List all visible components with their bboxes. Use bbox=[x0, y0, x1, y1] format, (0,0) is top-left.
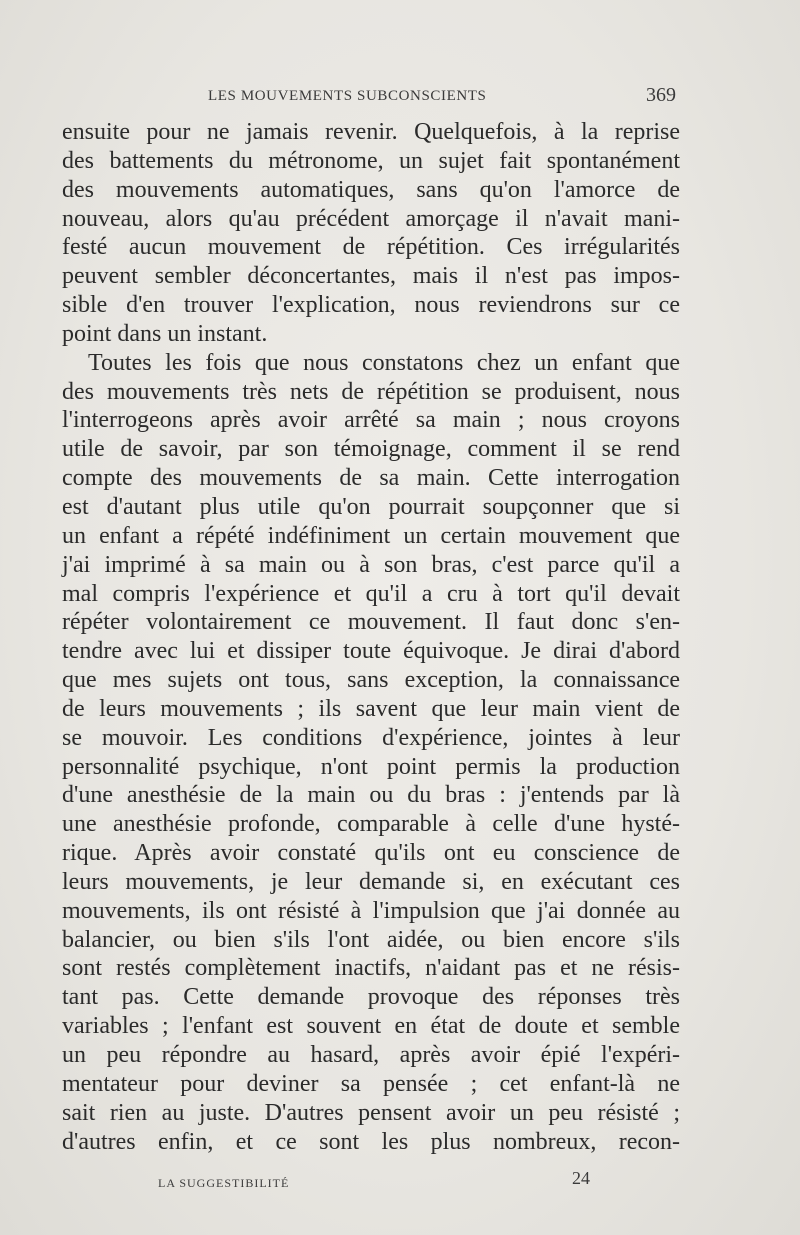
paragraph-1 bbox=[62, 118, 680, 349]
text-line: sont restés complètement inactifs, n'aidant pas et ne résis- bbox=[62, 955, 680, 982]
text-line: peuvent sembler déconcertantes, mais il n'est pas impos- bbox=[62, 263, 680, 290]
text-line: de leurs mouvements ; ils savent que leur main vient de bbox=[62, 695, 680, 722]
text-line: se mouvoir. Les conditions d'expérience, jointes à leur bbox=[62, 724, 680, 751]
text-line: un peu répondre au hasard, après avoir épié l'expéri- bbox=[62, 1042, 680, 1068]
paragraph-2 bbox=[62, 349, 680, 1157]
text-line: d'une anesthésie de la main ou du bras : j'entends par là bbox=[62, 782, 680, 809]
text-line: tant pas. Cette demande provoque des réponses très bbox=[62, 984, 680, 1011]
text-line: variables ; l'enfant est souvent en état de doute et semble bbox=[62, 1013, 680, 1040]
signature-mark: LA SUGGESTIBILITÉ bbox=[158, 1176, 290, 1190]
text-line: Toutes les fois que nous constatons chez un enfant que bbox=[88, 349, 680, 376]
text-line: balancier, ou bien s'ils l'ont aidée, ou bien encore s'ils bbox=[62, 926, 680, 953]
body-text bbox=[62, 118, 680, 1156]
text-line: d'autres enfin, et ce sont les plus nombreux, recon- bbox=[62, 1128, 680, 1155]
text-line: que mes sujets ont tous, sans exception, la connaissance bbox=[62, 667, 680, 694]
text-line: compte des mouvements de sa main. Cette interrogation bbox=[62, 465, 680, 492]
text-line: mentateur pour deviner sa pensée ; cet enfant-là ne bbox=[62, 1070, 680, 1097]
text-line: tendre avec lui et dissiper toute équivoque. Je dirai d'abord bbox=[62, 638, 680, 665]
page-number: 369 bbox=[646, 84, 676, 106]
text-line: sible d'en trouver l'explication, nous reviendrons sur ce bbox=[62, 292, 680, 319]
text-line: répéter volontairement ce mouvement. Il faut donc s'en- bbox=[62, 609, 680, 636]
text-line: personnalité psychique, n'ont point permis la production bbox=[62, 753, 680, 780]
text-line: leurs mouvements, je leur demande si, en exécutant ces bbox=[62, 868, 680, 895]
text-line: des mouvements très nets de répétition se produisent, nous bbox=[62, 378, 680, 405]
text-line: est d'autant plus utile qu'on pourrait soupçonner que si bbox=[62, 493, 680, 520]
text-line: l'interrogeons après avoir arrêté sa main ; nous croyons bbox=[62, 407, 680, 434]
text-line: mouvements, ils ont résisté à l'impulsion que j'ai donnée au bbox=[62, 897, 680, 924]
text-line: des mouvements automatiques, sans qu'on l'amorce de bbox=[62, 176, 680, 203]
text-line: ensuite pour ne jamais revenir. Quelquefois, à la reprise bbox=[62, 119, 680, 145]
text-line: festé aucun mouvement de répétition. Ces irrégularités bbox=[62, 234, 680, 261]
text-line: des battements du métronome, un sujet fait spontanément bbox=[62, 147, 680, 174]
text-line: sait rien au juste. D'autres pensent avoir un peu résisté ; bbox=[62, 1099, 680, 1126]
text-line: j'ai imprimé à sa main ou à son bras, c'est parce qu'il a bbox=[62, 551, 680, 578]
text-line: mal compris l'expérience et qu'il a cru à tort qu'il devait bbox=[62, 580, 680, 607]
text-line: point dans un instant. bbox=[62, 320, 268, 347]
text-line: un enfant a répété indéfiniment un certain mouvement que bbox=[62, 522, 680, 549]
text-line: rique. Après avoir constaté qu'ils ont eu conscience de bbox=[62, 840, 680, 867]
sheet-number: 24 bbox=[572, 1168, 590, 1188]
text-line: une anesthésie profonde, comparable à celle d'une hysté- bbox=[62, 811, 680, 838]
text-line: nouveau, alors qu'au précédent amorçage il n'avait mani- bbox=[62, 205, 680, 232]
running-head: LES MOUVEMENTS SUBCONSCIENTS bbox=[208, 88, 487, 104]
text-line: utile de savoir, par son témoignage, comment il se rend bbox=[62, 436, 680, 463]
